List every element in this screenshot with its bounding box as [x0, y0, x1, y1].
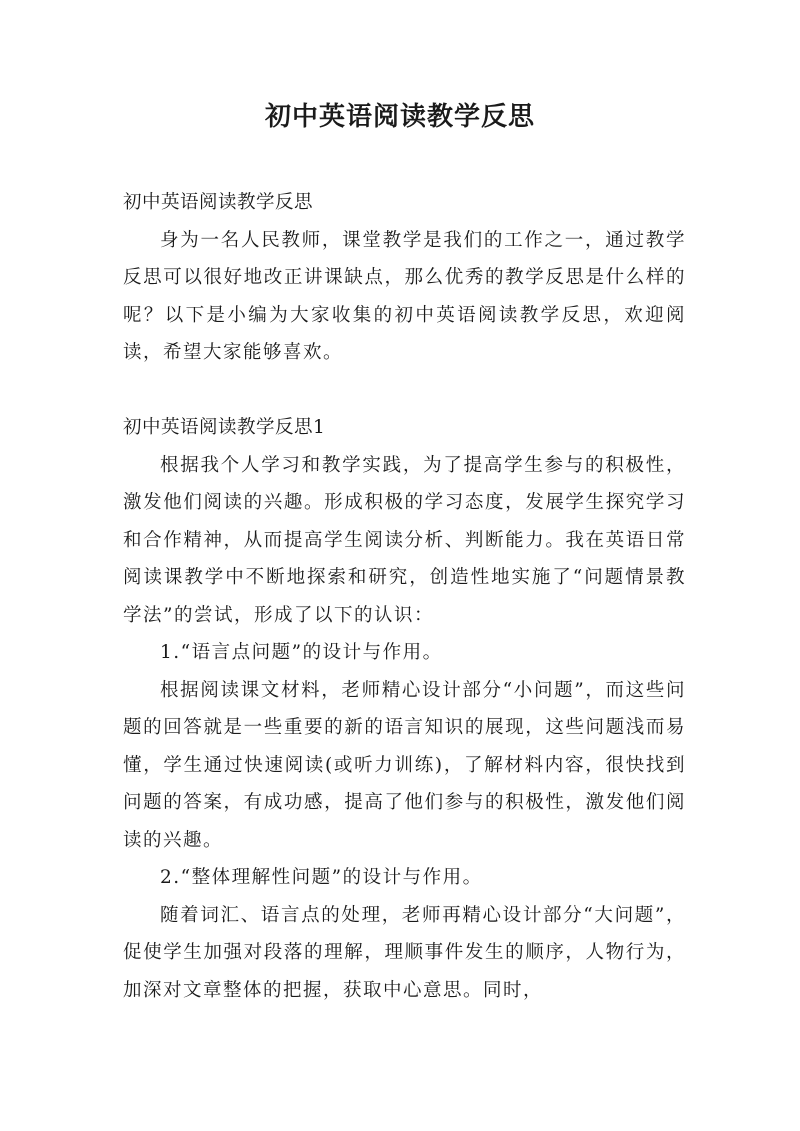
numbered-point: 1.“语言点问题”的设计与作用。 [160, 642, 443, 663]
document-body [123, 184, 686, 1009]
body-paragraph: 随着词汇、语言点的处理，老师再精心设计部分“大问题”，促使学生加强对段落的理解，理顺事件发生的顺序，人物行为，加深对文章整体的把握，获取中心意思。同时， [123, 904, 686, 1001]
document-title: 初中英语阅读教学反思 [264, 102, 535, 132]
intro-paragraph: 身为一名人民教师，课堂教学是我们的工作之一，通过教学反思可以很好地改正讲课缺点，那么优秀的教学反思是什么样的呢？以下是小编为大家收集的初中英语阅读教学反思，欢迎阅读，希望大家能够喜欢。 [123, 229, 686, 363]
body-paragraph: 根据我个人学习和教学实践，为了提高学生参与的积极性，激发他们阅读的兴趣。形成积极的学习态度，发展学生探究学习和合作精神，从而提高学生阅读分析、判断能力。我在英语日常阅读课教学中不断地探索和研究，创造性地实施了“问题情景教学法”的尝试，形成了以下的认识： [123, 454, 686, 626]
paragraph-spacer [123, 372, 686, 410]
body-paragraph: 根据阅读课文材料，老师精心设计部分“小问题”，而这些问题的回答就是一些重要的新的语言知识的展现，这些问题浅而易懂，学生通过快速阅读(或听力训练)，了解材料内容，很快找到问题的答案，有成功感，提高了他们参与的积极性，激发他们阅读的兴趣。 [123, 679, 686, 851]
numbered-point: 2.“整体理解性问题”的设计与作用。 [160, 867, 483, 888]
section-heading: 初中英语阅读教学反思1 [123, 417, 326, 438]
intro-heading: 初中英语阅读教学反思 [123, 192, 314, 213]
